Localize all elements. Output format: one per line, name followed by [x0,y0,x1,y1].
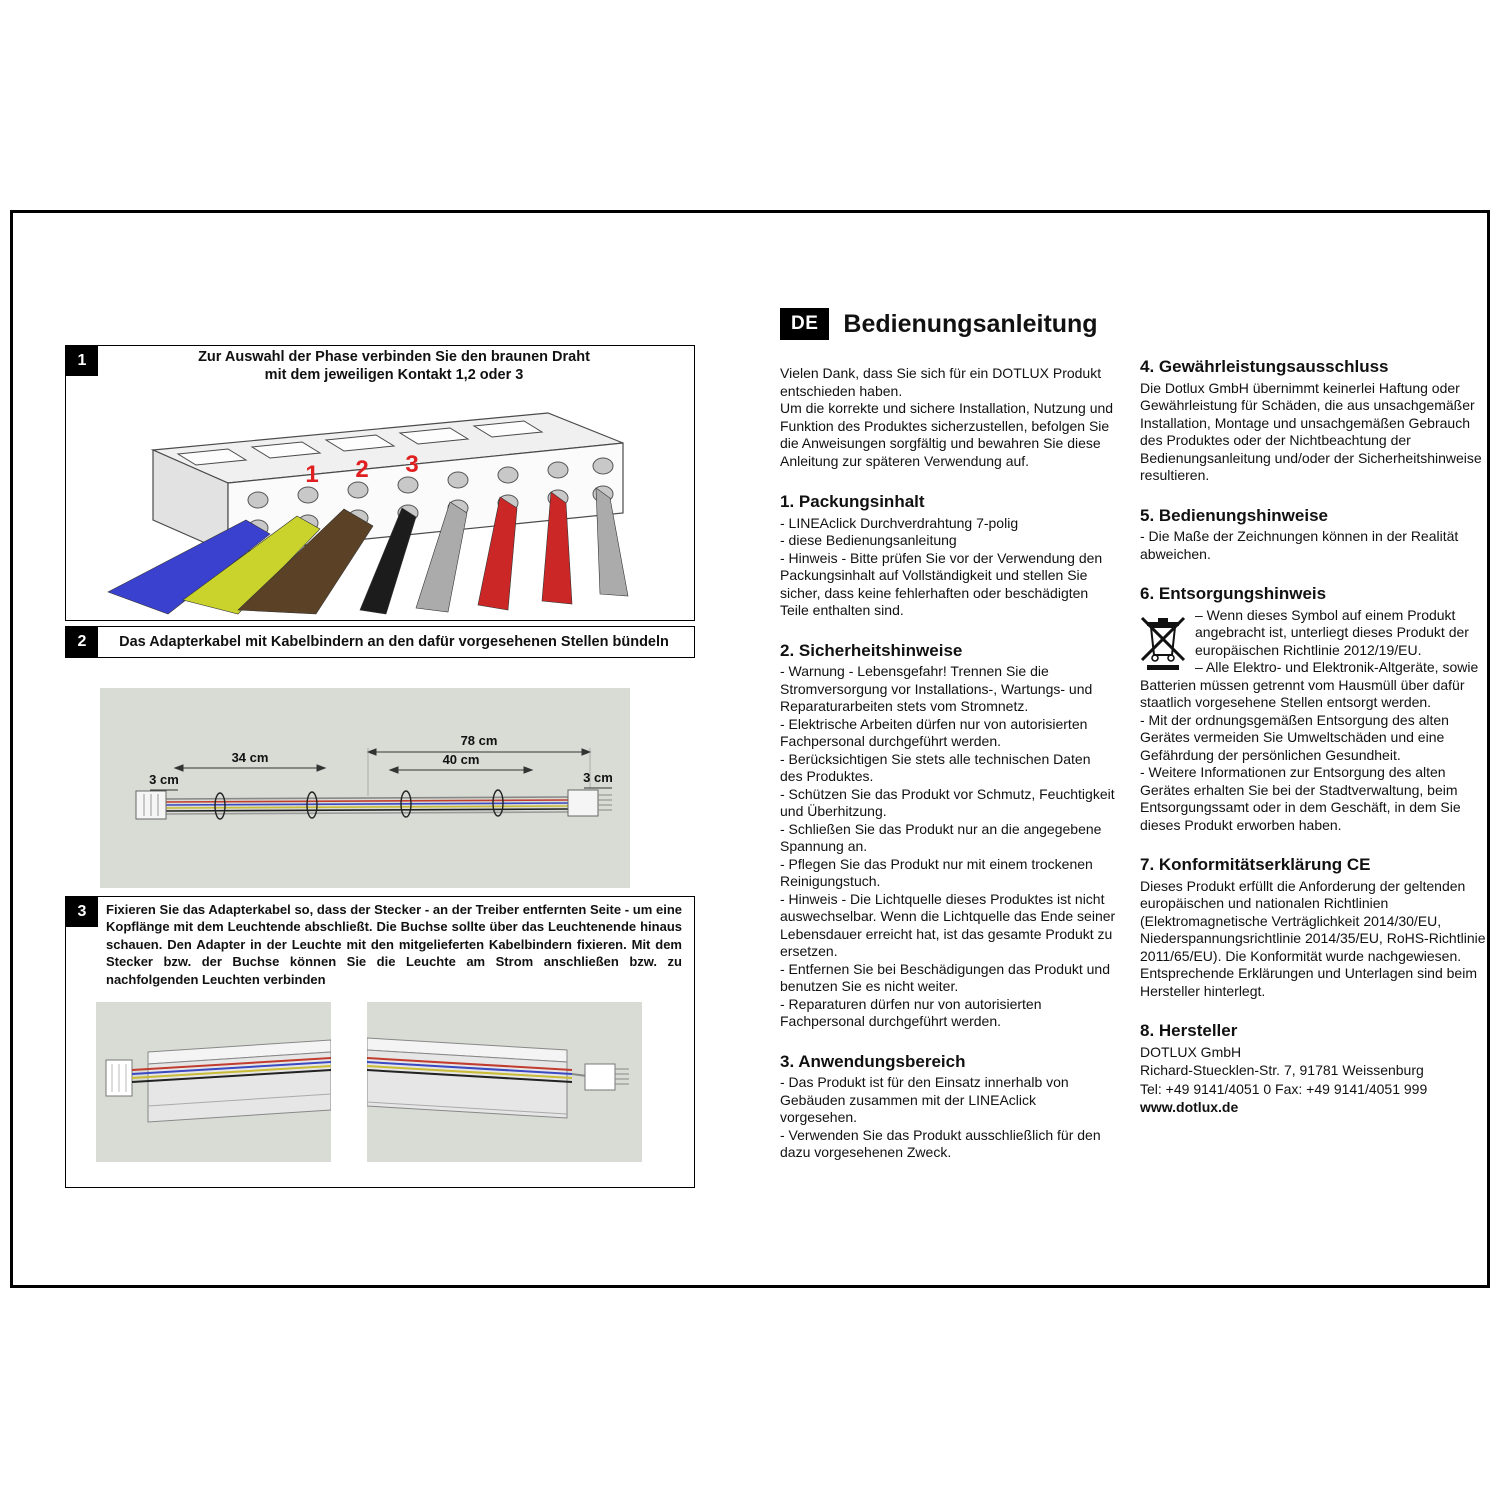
dimension-label-3cm-left: 3 cm [149,772,179,787]
section-2-heading: 2. Sicherheitshinweise [780,640,963,660]
step-1-header [66,346,694,384]
intro-paragraph-1: Vielen Dank, dass Sie sich für ein DOTLUX Produkt entschieden haben. [780,365,1102,399]
step-3-number: 3 [66,897,98,927]
intro-paragraph-2: Um die korrekte und sichere Installation, Nutzung und Funktion des Produktes sicherzustellen, befolgen Sie die Anweisungen sorgfältig und bewahren Sie diese Anleitung zur späteren Verwendung auf. [780,400,1114,469]
list-item: - Reparaturen dürfen nur von autorisierten Fachpersonal durchgeführt werden. [780,995,1042,1030]
list-item: – Alle Elektro- und Elektronik-Altgeräte, sowie Batterien müssen getrennt vom Hausmüll über dafür staatlich vorgesehene Stellen entsorgt werden. [1140,659,1479,711]
section-5-body: - Die Maße der Zeichnungen können in der Realität abweichen. [1140,528,1459,562]
list-item: - LINEAclick Durchverdrahtung 7-polig [780,514,1019,531]
list-item: - Warnung - Lebensgefahr! Trennen Sie die Stromversorgung vor Installations-, Wartungs- und Reparaturarbeiten stets vom Stromnetz. [780,663,1093,715]
step-3-illustrations [96,1002,694,1162]
list-item: - diese Bedienungsanleitung [780,532,957,549]
socket-connector [106,1060,132,1096]
section-anwendungsbereich [780,1052,1116,1162]
adapter-cable-illustration [100,688,695,893]
list-item: - Hinweis - Die Lichtquelle dieses Produktes ist nicht auswechselbar. Wenn die Lichtquelle das Ende seiner Lebensdauer erreicht hat, ist das gesamte Produkt zu ersetzen. [780,890,1116,960]
connector-block-illustration [78,388,682,621]
dimension-label-34cm: 34 cm [231,750,269,765]
list-item: - Entfernen Sie bei Beschädigungen das Produkt und benutzen Sie es nicht weiter. [780,960,1111,995]
manufacturer-phone-fax: Tel: +49 9141/4051 0 Fax: +49 9141/4051 999 [1140,1080,1428,1097]
adapter-cable-drawing [100,688,630,888]
dimension-label-78cm: 78 cm [460,733,498,748]
step-1 [65,345,695,621]
section-gewaehrleistungsausschluss [1140,357,1488,485]
section-7-heading: 7. Konformitätserklärung CE [1140,855,1371,875]
list-item: - Berücksichtigen Sie stets alle technischen Daten des Produktes. [780,750,1091,785]
step-2-number: 2 [66,627,98,657]
list-item: - Schützen Sie das Produkt vor Schmutz, Feuchtigkeit und Überhitzung. [780,785,1115,820]
list-item: - Weitere Informationen zur Entsorgung des alten Gerätes erhalten Sie bei der Stadtverwaltung, beim Entsorgungssamt oder in dem Geschäft, in dem Sie dieses Produkt erworben haben. [1140,764,1461,833]
section-8-heading: 8. Hersteller [1140,1021,1238,1041]
contact-number-2: 2 [355,456,369,484]
luminaire-end-socket-drawing [96,1002,331,1162]
section-4-body: Die Dotlux GmbH übernimmt keinerlei Haftung oder Gewährleistung für Schäden, die aus unsachgemäßer Installation, Montage und unsachgemäßen Gebrauch des Produktes oder der Nichtbeachtung der Bedienungsanleitung und/oder der Sicherheitshinweise resultieren. [1140,379,1482,484]
page-border-frame [10,210,1490,1288]
section-1-heading: 1. Packungsinhalt [780,492,925,511]
document-header [780,308,1098,340]
section-6-heading: 6. Entsorgungshinweis [1140,584,1327,604]
connector-block-drawing [78,388,678,616]
manufacturer-address: Richard-Stuecklen-Str. 7, 91781 Weissenburg [1140,1062,1424,1079]
list-item: - Mit der ordnungsgemäßen Entsorgung des alten Gerätes vermeiden Sie Umweltschäden und eine Gefährdung der persönlichen Gesundheit. [1140,711,1449,763]
language-badge: DE [780,308,829,340]
step-2 [65,626,695,892]
step-3-title: Fixieren Sie das Adapterkabel so, dass der Stecker - an der Treiber entfernten Seite - um eine Kopflänge mit dem Leuchtende abschließt. Die Buchse sollte über das Leuchtenende hinaus schauen. Den Adapter in der Leuchte mit den mitgelieferten Kabelbindern fixieren. Mit dem Stecker bzw. der Buchse können Sie die Leuchte am Strom anschließen bzw. zu nachfolgenden Leuchten verbinden [106,902,682,987]
step-1-number: 1 [66,346,98,376]
step-2-title: Das Adapterkabel mit Kabelbindern an den dafür vorgesehenen Stellen bündeln [119,634,669,650]
section-packungsinhalt [780,492,1116,620]
dimension-label-40cm: 40 cm [442,752,480,767]
contact-number-1: 1 [305,461,319,489]
list-item: - Das Produkt ist für den Einsatz innerhalb von Gebäuden zusammen mit der LINEAclick vorgesehen. [780,1074,1069,1126]
page-title: Bedienungsanleitung [843,309,1098,338]
text-column-1 [780,365,1116,1183]
section-7-body: Dieses Produkt erfüllt die Anforderung der geltenden europäischen und nationalen Richtlinien (Elektromagnetische Verträglichkeit 2014/30/EU, Niederspannungsrichtlinie 2014/35/EU, RoHS-Richtlinie 2011/65/EU). Die Konformität wurde nachgewiesen. Entsprechende Erklärungen und Unterlagen sind beim Hersteller hinterlegt. [1140,877,1486,999]
manufacturer-website: www.dotlux.de [1140,1099,1239,1116]
step-2-header [65,626,695,658]
step-1-title-line2: mit dem jeweiligen Kontakt 1,2 oder 3 [264,366,524,383]
section-konformitaetserklaerung [1140,855,1488,1000]
step-1-title [98,346,694,384]
list-item: - Elektrische Arbeiten dürfen nur von autorisierten Fachpersonal durchgeführt werden. [780,715,1088,750]
luminaire-end-plug-drawing [367,1002,642,1162]
contact-number-3: 3 [405,451,419,479]
manufacturer-name: DOTLUX GmbH [1140,1043,1242,1060]
section-4-heading: 4. Gewährleistungsausschluss [1140,357,1389,376]
section-bedienungshinweise [1140,506,1488,564]
luminaire-profile [367,1038,567,1118]
section-hersteller [1140,1021,1488,1117]
section-entsorgungshinweis [1140,584,1488,834]
section-5-heading: 5. Bedienungshinweise [1140,505,1328,525]
weee-bin-icon [1140,610,1186,672]
list-item: - Schließen Sie das Produkt nur an die angegebene Spannung an. [780,820,1102,855]
text-column-2 [1140,357,1488,1138]
dimension-label-3cm-right: 3 cm [583,770,613,785]
list-item: - Hinweis - Bitte prüfen Sie vor der Verwendung den Packungsinhalt auf Vollständigkeit und stellen Sie sicher, dass keine fehlerhaften oder beschädigten Teile enthalten sind. [780,549,1103,619]
intro-text [780,365,1116,470]
luminaire-profile [148,1040,331,1122]
step-1-title-line1: Zur Auswahl der Phase verbinden Sie den braunen Draht [198,349,590,365]
step-3-header [66,897,694,988]
section-3-heading: 3. Anwendungsbereich [780,1051,966,1071]
section-sicherheitshinweise [780,641,1116,1031]
list-item: - Verwenden Sie das Produkt ausschließlich für den dazu vorgesehenen Zweck. [780,1126,1101,1161]
step-3 [65,896,695,1188]
list-item: – Wenn dieses Symbol auf einem Produkt angebracht ist, unterliegt dieses Produkt der europäischen Richtlinie 2012/19/EU. [1195,606,1469,658]
list-item: - Pflegen Sie das Produkt nur mit einem trockenen Reinigungstuch. [780,855,1093,890]
section-6-body [1140,607,1488,835]
